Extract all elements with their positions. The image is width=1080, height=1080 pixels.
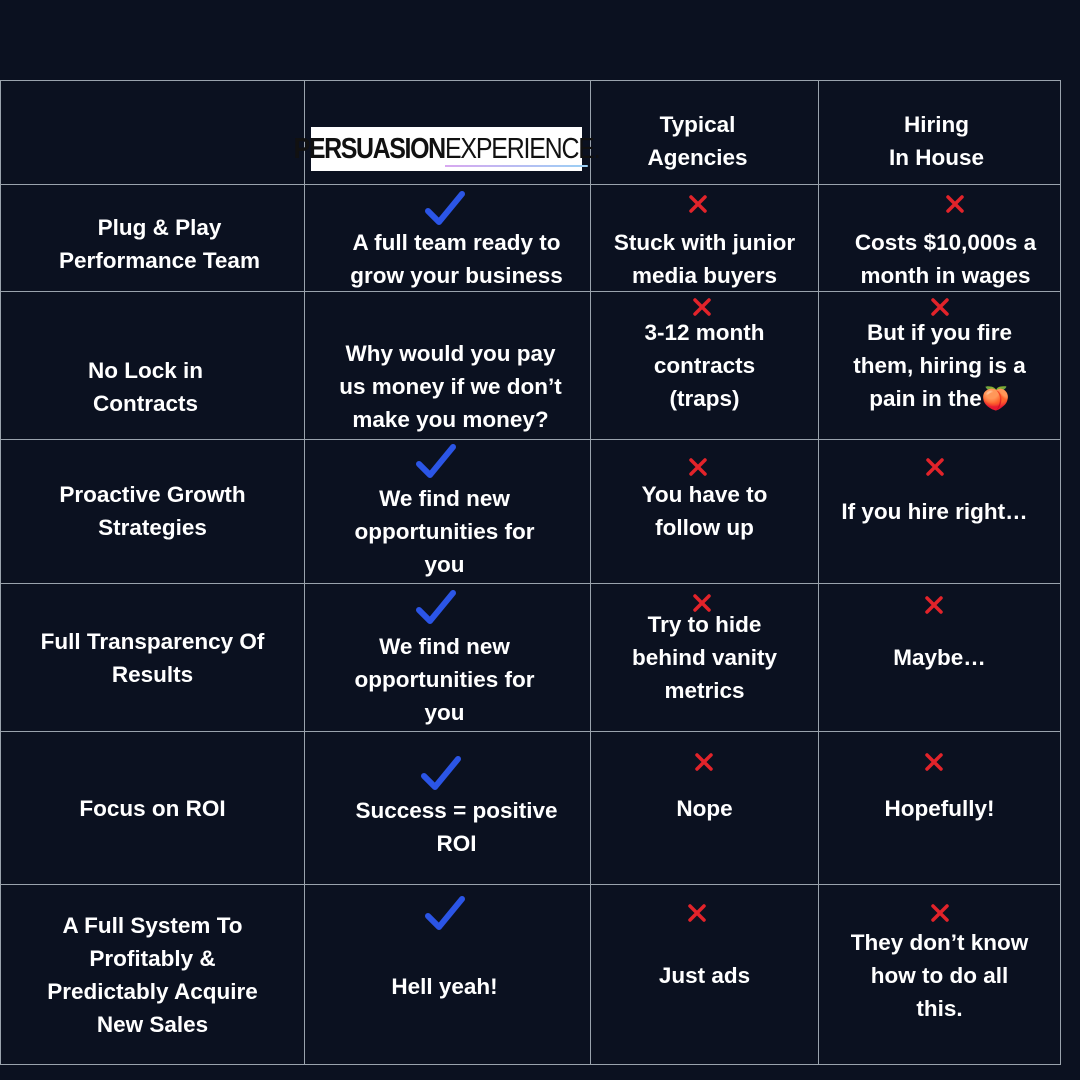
persuasion-cell <box>305 440 591 584</box>
agencies-text: Just ads <box>658 963 751 988</box>
feature-cell <box>0 292 305 440</box>
feature-label: No Lock in Contracts <box>87 358 203 416</box>
feature-label: Focus on ROI <box>79 796 226 821</box>
cross-icon <box>930 903 950 923</box>
header-hiring-in-house: Hiring In House <box>888 112 984 170</box>
feature-label: Full Transparency Of Results <box>40 629 265 687</box>
agencies-cell <box>591 732 819 885</box>
agencies-cell <box>591 185 819 292</box>
agencies-text: Nope <box>676 796 733 821</box>
feature-cell <box>0 885 305 1065</box>
cross-icon <box>692 297 712 317</box>
header-empty-cell <box>0 80 305 185</box>
persuasion-text: We find new opportunities for you <box>354 634 535 725</box>
agencies-text: 3-12 month contracts (traps) <box>644 320 765 411</box>
in-house-text: If you hire right… <box>841 499 1028 524</box>
check-icon <box>416 589 456 627</box>
persuasion-cell <box>305 185 591 292</box>
agencies-text: Stuck with junior media buyers <box>613 230 796 288</box>
in-house-cell <box>819 584 1061 732</box>
feature-label: Proactive Growth Strategies <box>59 482 246 540</box>
persuasion-text: A full team ready to grow your business <box>350 230 563 288</box>
in-house-text: But if you fire them, hiring is a pain in the🍑 <box>853 320 1026 411</box>
header-typical-agencies-cell <box>591 80 819 185</box>
feature-cell <box>0 584 305 732</box>
persuasion-text: Hell yeah! <box>391 974 498 999</box>
cross-icon <box>930 297 950 317</box>
in-house-text: Hopefully! <box>884 796 995 821</box>
in-house-text: Costs $10,000s a month in wages <box>854 230 1037 288</box>
feature-label: Plug & Play Performance Team <box>59 215 260 273</box>
header-typical-agencies: Typical Agencies <box>647 112 748 170</box>
cross-icon <box>924 752 944 772</box>
in-house-cell <box>819 885 1061 1065</box>
persuasion-text: We find new opportunities for you <box>354 486 535 577</box>
agencies-cell <box>591 292 819 440</box>
in-house-cell <box>819 440 1061 584</box>
check-icon <box>421 756 461 792</box>
feature-cell <box>0 732 305 885</box>
persuasion-text: Success = positive ROI <box>355 798 558 856</box>
cross-icon <box>694 752 714 772</box>
logo-word-experience: EXPERIENCE. <box>444 132 600 165</box>
in-house-cell <box>819 732 1061 885</box>
feature-label: A Full System To Profitably & Predictably Acquire New Sales <box>47 913 258 1037</box>
persuasion-cell <box>305 732 591 885</box>
check-icon <box>416 443 456 481</box>
check-icon <box>425 896 465 932</box>
agencies-text: Try to hide behind vanity metrics <box>631 612 778 703</box>
cross-icon <box>925 457 945 477</box>
cross-icon <box>688 457 708 477</box>
in-house-cell <box>819 292 1061 440</box>
cross-icon <box>924 595 944 615</box>
agencies-cell <box>591 885 819 1065</box>
header-persuasion-cell <box>293 80 600 185</box>
persuasion-text: Why would you pay us money if we don’t make you money? <box>339 341 562 432</box>
feature-cell <box>0 185 305 292</box>
feature-cell <box>0 440 305 584</box>
cross-icon <box>688 194 708 214</box>
cross-icon <box>945 194 965 214</box>
agencies-cell <box>591 584 819 732</box>
persuasion-cell <box>305 885 591 1065</box>
logo-word-persuasion: PERSUASION <box>293 132 445 165</box>
persuasion-cell <box>305 292 591 440</box>
header-hiring-in-house-cell <box>819 80 1061 185</box>
in-house-text: They don’t know how to do all this. <box>850 930 1029 1021</box>
persuasion-experience-logo <box>293 127 600 171</box>
in-house-cell <box>819 185 1061 292</box>
cross-icon <box>687 903 707 923</box>
in-house-text: Maybe… <box>893 645 986 670</box>
agencies-cell <box>591 440 819 584</box>
agencies-text: You have to follow up <box>641 482 768 540</box>
persuasion-cell <box>305 584 591 732</box>
check-icon <box>425 191 465 227</box>
